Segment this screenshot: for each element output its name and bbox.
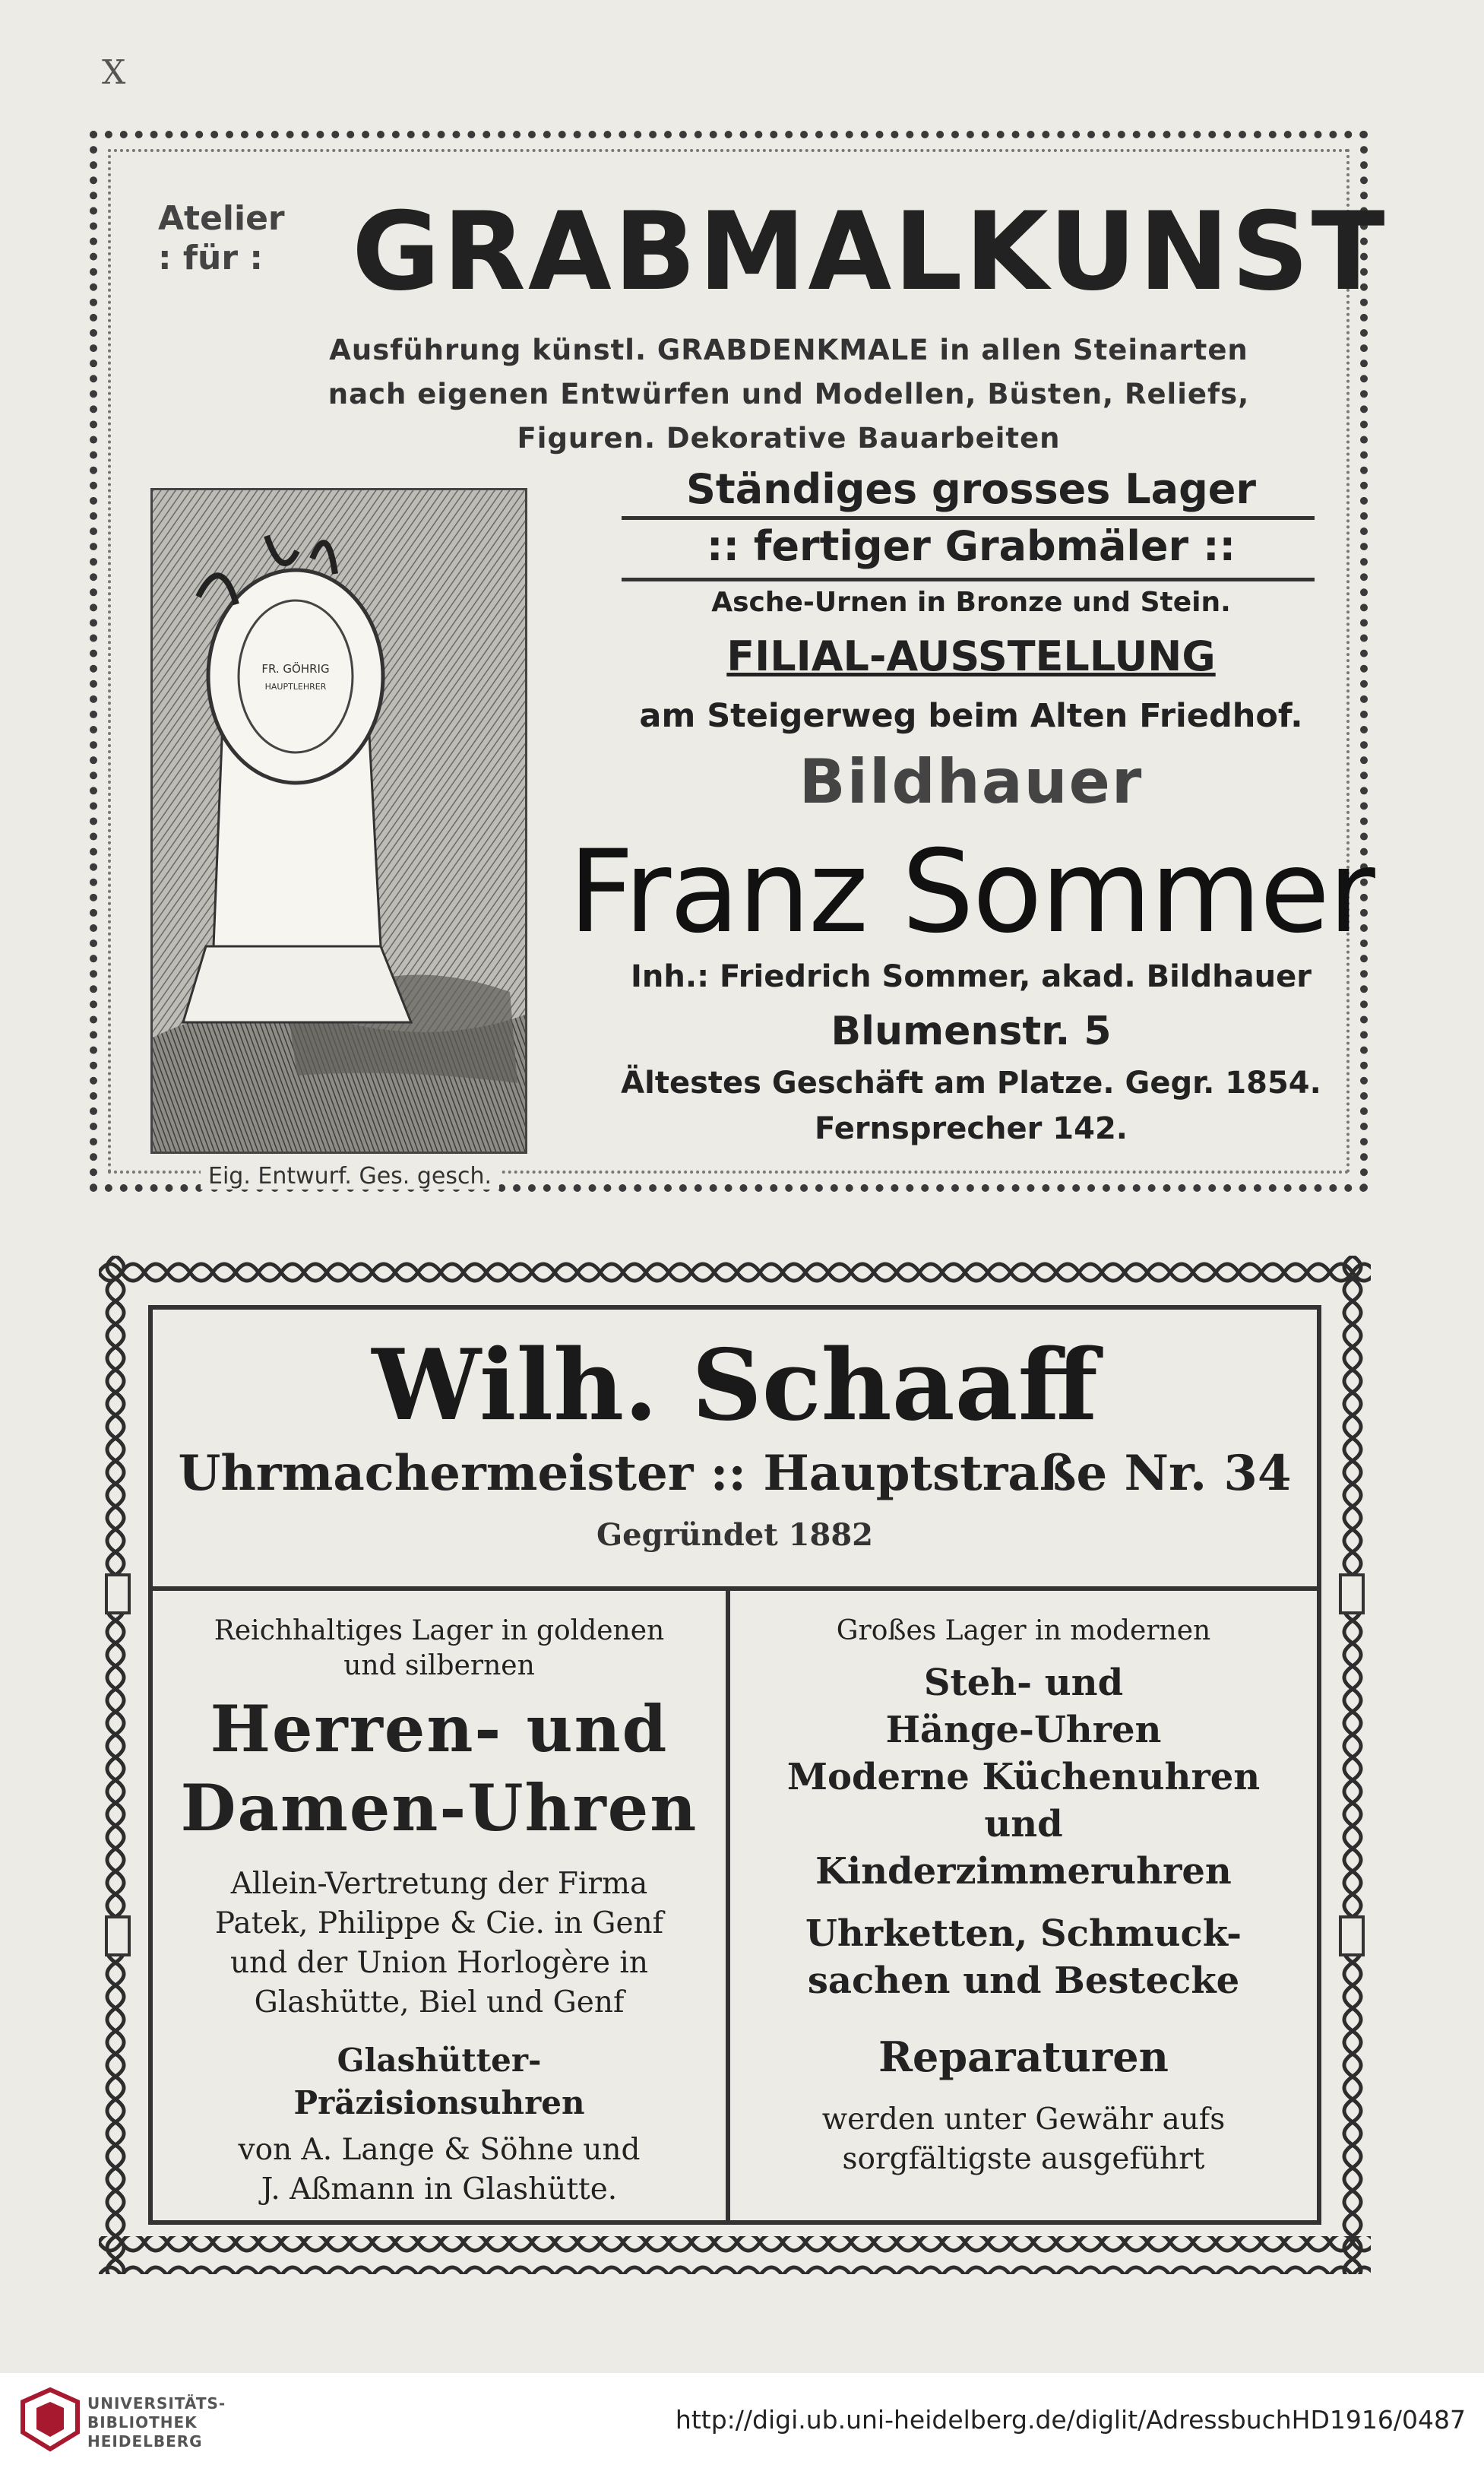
institution-line: HEIDELBERG <box>87 2432 203 2451</box>
border-clasp <box>1340 1917 1363 1955</box>
source-url-link[interactable]: http://digi.ub.uni-heidelberg.de/diglit/AdressbuchHD1916/0487 <box>675 2405 1466 2435</box>
advertisement-header <box>153 1310 1317 1591</box>
text-line: Reichhaltiges Lager in goldenen <box>214 1615 665 1646</box>
right-braid <box>1333 1256 1371 2274</box>
text-line: Uhrketten, Schmuck- <box>805 1912 1242 1955</box>
library-logo-icon <box>20 2387 81 2452</box>
border-clasp <box>1340 1575 1363 1613</box>
gravestone-base <box>183 946 411 1022</box>
copyright-footnote: Eig. Entwurf. Ges. gesch. <box>201 1163 499 1190</box>
jewelry-text <box>730 1910 1317 2004</box>
text-line: Steh- und <box>923 1662 1124 1704</box>
divider-rule <box>622 516 1315 520</box>
atelier-line: Atelier <box>158 199 285 238</box>
branch-heading: FILIAL-AUSSTELLUNG <box>726 632 1216 680</box>
grabmalkunst-advertisement <box>90 131 1387 1192</box>
text-line: J. Aßmann in Glashütte. <box>261 2172 618 2207</box>
company-name: Wilh. Schaaff <box>372 1329 1098 1443</box>
precision-heading <box>153 2039 726 2124</box>
finished-heading: :: fertiger Grabmäler :: <box>706 522 1236 570</box>
stock-heading: Ständiges grosses Lager <box>686 465 1256 513</box>
clocks-list <box>730 1659 1317 1895</box>
stone-inscription-line: HAUPTLEHRER <box>264 682 327 692</box>
right-intro: Großes Lager in modernen <box>836 1615 1211 1646</box>
text-line: Glashütte, Biel und Genf <box>254 1985 625 2020</box>
text-line: sachen und Bestecke <box>807 1960 1240 2002</box>
gravestone-illustration <box>150 488 527 1154</box>
founded-text: Ältestes Geschäft am Platze. Gegr. 1854. <box>621 1066 1321 1101</box>
text-line: Patek, Philippe & Cie. in Genf <box>214 1906 664 1941</box>
text-line: Kinderzimmeruhren <box>815 1850 1232 1893</box>
text-line: Präzisionsuhren <box>293 2084 585 2121</box>
page-marker: X <box>102 53 126 92</box>
headline-line: Damen-Uhren <box>180 1770 698 1845</box>
border-clasp <box>106 1575 129 1613</box>
left-column <box>153 1591 730 2225</box>
institution-line: BIBLIOTHEK <box>87 2413 198 2432</box>
intro-line: Figuren. Dekorative Bauarbeiten <box>517 422 1061 455</box>
text-line: und <box>984 1803 1063 1845</box>
repairs-note <box>730 2100 1317 2179</box>
right-column <box>730 1591 1317 2225</box>
text-line: von A. Lange & Söhne und <box>238 2133 641 2167</box>
intro-line: nach eigenen Entwürfen und Modellen, Büsten, Reliefs, <box>327 378 1250 410</box>
owner-text: Inh.: Friedrich Sommer, akad. Bildhauer <box>631 959 1312 994</box>
intro-text <box>242 328 1336 461</box>
branch-location: am Steigerweg beim Alten Friedhof. <box>639 697 1303 735</box>
urns-text: Asche-Urnen in Bronze und Stein. <box>711 587 1231 618</box>
atelier-line: : für : <box>158 239 263 277</box>
text-line: Glashütter- <box>337 2042 542 2079</box>
agency-text <box>153 1864 726 2023</box>
left-intro <box>153 1614 726 1684</box>
schaaff-advertisement <box>99 1256 1371 2274</box>
headline-line: Herren- und <box>210 1691 669 1766</box>
company-name: Franz Sommer <box>568 826 1374 958</box>
text-line: Moderne Küchenuhren <box>786 1756 1261 1798</box>
text-line: werden unter Gewähr aufs <box>821 2102 1226 2137</box>
left-braid <box>99 1256 137 2274</box>
address-text: Blumenstr. 5 <box>831 1009 1112 1054</box>
text-line: und silbernen <box>343 1650 535 1681</box>
bottom-braid <box>99 2236 1371 2274</box>
left-headline <box>153 1690 726 1848</box>
text-line: Allein-Vertretung der Firma <box>230 1867 648 1901</box>
text-line: sorgfältigste ausgeführt <box>842 2142 1205 2176</box>
text-line: Hänge-Uhren <box>885 1709 1162 1751</box>
divider-rule <box>622 578 1315 581</box>
text-line: und der Union Horlogère in <box>230 1946 648 1980</box>
library-footer <box>0 2373 1484 2468</box>
advertisement-box <box>148 1305 1321 2225</box>
phone-text: Fernsprecher 142. <box>815 1111 1128 1146</box>
atelier-label <box>158 199 285 278</box>
repairs-heading: Reparaturen <box>878 2032 1169 2081</box>
institution-line: UNIVERSITÄTS- <box>87 2394 226 2413</box>
grabmalkunst-title: GRABMALKUNST <box>352 189 1387 315</box>
border-clasp <box>106 1917 129 1955</box>
institution-name <box>87 2394 226 2451</box>
intro-line: Ausführung künstl. GRABDENKMALE in allen Steinarten <box>329 334 1248 366</box>
top-braid <box>99 1256 1371 1294</box>
stone-inscription-line: FR. GÖHRIG <box>261 662 330 676</box>
makers-text <box>153 2131 726 2210</box>
subtitle: Uhrmachermeister :: Hauptstraße Nr. 34 <box>178 1445 1292 1502</box>
founded-text: Gegründet 1882 <box>596 1517 873 1553</box>
profession-text: Bildhauer <box>799 746 1144 817</box>
